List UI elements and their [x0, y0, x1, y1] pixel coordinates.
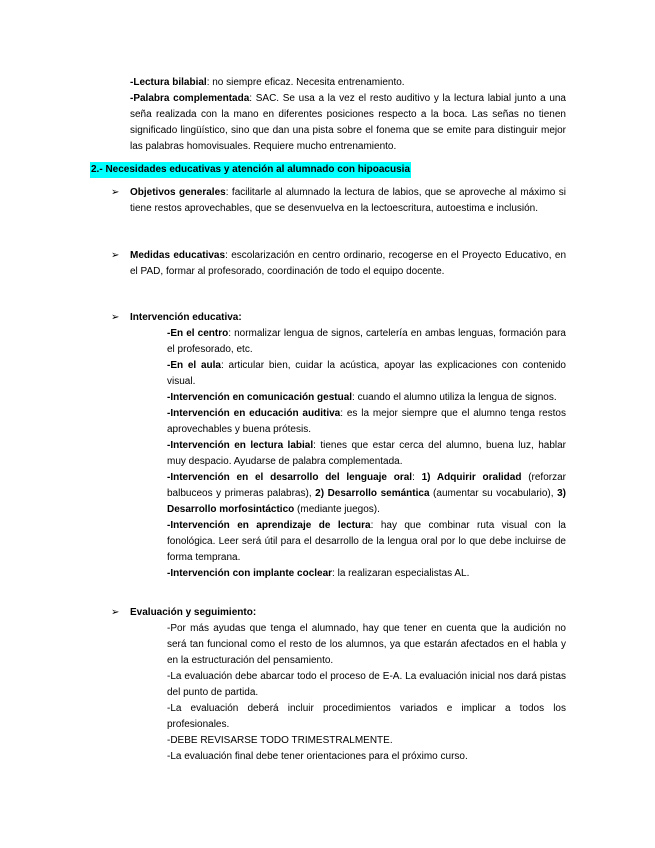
bullet-arrow-icon: ➢ [111, 312, 120, 323]
intro-block [130, 75, 566, 155]
intervencion-item-oral [167, 470, 566, 518]
bullet-arrow-icon: ➢ [111, 187, 120, 198]
intervencion-item [167, 518, 566, 566]
item-label: -Intervención en educación auditiva [167, 408, 341, 419]
item-label: -Intervención en lectura labial [167, 440, 314, 451]
palabra-complementada-paragraph [130, 91, 566, 155]
item-text: : [412, 472, 422, 483]
evaluacion-item: -La evaluación final debe tener orientaciones para el próximo curso. [167, 751, 468, 762]
intervencion-item [167, 390, 566, 406]
evaluacion-item: -Por más ayudas que tenga el alumnado, hay que tener en cuenta que la audición no será tan funcional como el resto de los alumnos, ya que estarán afectados en el habla y en la estructuración del pensamiento. [167, 623, 566, 666]
item-text: (reforzar balbuceos y primeras palabras), [167, 472, 566, 499]
item-bold: 1) Adquirir oralidad [421, 472, 522, 483]
evaluacion-item: -La evaluación deberá incluir procedimientos variados e implicar a todos los profesionales. [167, 703, 566, 730]
intervencion-title-block [130, 310, 566, 326]
bullet-arrow-icon: ➢ [111, 250, 120, 261]
intervencion-item [167, 406, 566, 438]
item-text: : la realizaran especialistas AL. [332, 568, 470, 579]
palabra-complementada-label: -Palabra complementada [130, 93, 250, 104]
bullet-arrow-icon: ➢ [111, 607, 120, 618]
intervencion-item [167, 566, 566, 582]
intervencion-label: Intervención educativa: [130, 312, 242, 323]
item-text: (mediante juegos). [294, 504, 380, 515]
evaluacion-list [167, 621, 566, 765]
intervencion-list [167, 326, 566, 582]
medidas-label: Medidas educativas [130, 250, 226, 261]
item-text: (aumentar su vocabulario), [429, 488, 558, 499]
item-label: -En el centro [167, 328, 229, 339]
objetivos-block [130, 185, 566, 217]
intervencion-item [167, 326, 566, 358]
item-text: : tienes que estar cerca del alumno, buena luz, hablar muy despacio. Ayudarse de palabra complementada. [167, 440, 566, 467]
medidas-block [130, 248, 566, 280]
item-bold: 3) Desarrollo morfosintáctico [167, 488, 566, 515]
medidas-paragraph [130, 248, 566, 280]
item-text: : cuando el alumno utiliza la lengua de signos. [352, 392, 557, 403]
objetivos-text: : facilitarle al alumnado la lectura de labios, que se aproveche al máximo si tiene restos aprovechables, que se desenvuelva en la lectoescritura, autoestima e inclusión. [130, 187, 567, 214]
intervencion-item [167, 358, 566, 390]
medidas-text: : escolarización en centro ordinario, recogerse en el Proyecto Educativo, en el PAD, formar al profesorado, coordinación de todo el equipo docente. [130, 250, 567, 277]
item-text: : es la mejor siempre que el alumno tenga restos aprovechables y buena prótesis. [167, 408, 566, 435]
intervencion-item [167, 438, 566, 470]
item-text: : normalizar lengua de signos, cartelería en ambas lenguas, formación para el profesorado, etc. [167, 328, 566, 355]
item-label: -Intervención en comunicación gestual [167, 392, 353, 403]
item-bold: 2) Desarrollo semántica [315, 488, 430, 499]
lectura-bilabial-label: -Lectura bilabial [130, 77, 207, 88]
lectura-bilabial-paragraph [130, 75, 566, 91]
item-label: -Intervención en aprendizaje de lectura [167, 520, 371, 531]
evaluacion-item: -La evaluación debe abarcar todo el proceso de E-A. La evaluación inicial nos dará pistas del punto de partida. [167, 671, 566, 698]
section-heading: 2.- Necesidades educativas y atención al alumnado con hipoacusia [90, 162, 411, 178]
palabra-complementada-text: : SAC. Se usa a la vez el resto auditivo y la lectura labial junto a una seña realizada con la mano en diferentes posiciones respecto a la boca. Las señas no tienen significado lingüístico, sino que dan una pista sobre el fonema que se emite para distinguir mejor las palabras homovisuales. Requiere mucho entrenamiento. [130, 93, 566, 152]
objetivos-paragraph [130, 185, 566, 217]
item-label: -Intervención con implante coclear [167, 568, 333, 579]
lectura-bilabial-text: : no siempre eficaz. Necesita entrenamiento. [206, 77, 405, 88]
evaluacion-title-block [130, 605, 566, 621]
evaluacion-item: -DEBE REVISARSE TODO TRIMESTRALMENTE. [167, 735, 393, 746]
evaluacion-label: Evaluación y seguimiento: [130, 607, 257, 618]
item-label: -Intervención en el desarrollo del lenguaje oral [167, 472, 413, 483]
objetivos-label: Objetivos generales [130, 187, 226, 198]
item-text: : hay que combinar ruta visual con la fonológica. Leer será útil para el desarrollo de la lengua oral por lo que debe incluirse de forma temprana. [167, 520, 566, 563]
item-text: : articular bien, cuidar la acústica, apoyar las explicaciones con contenido visual. [167, 360, 566, 387]
item-label: -En el aula [167, 360, 221, 371]
